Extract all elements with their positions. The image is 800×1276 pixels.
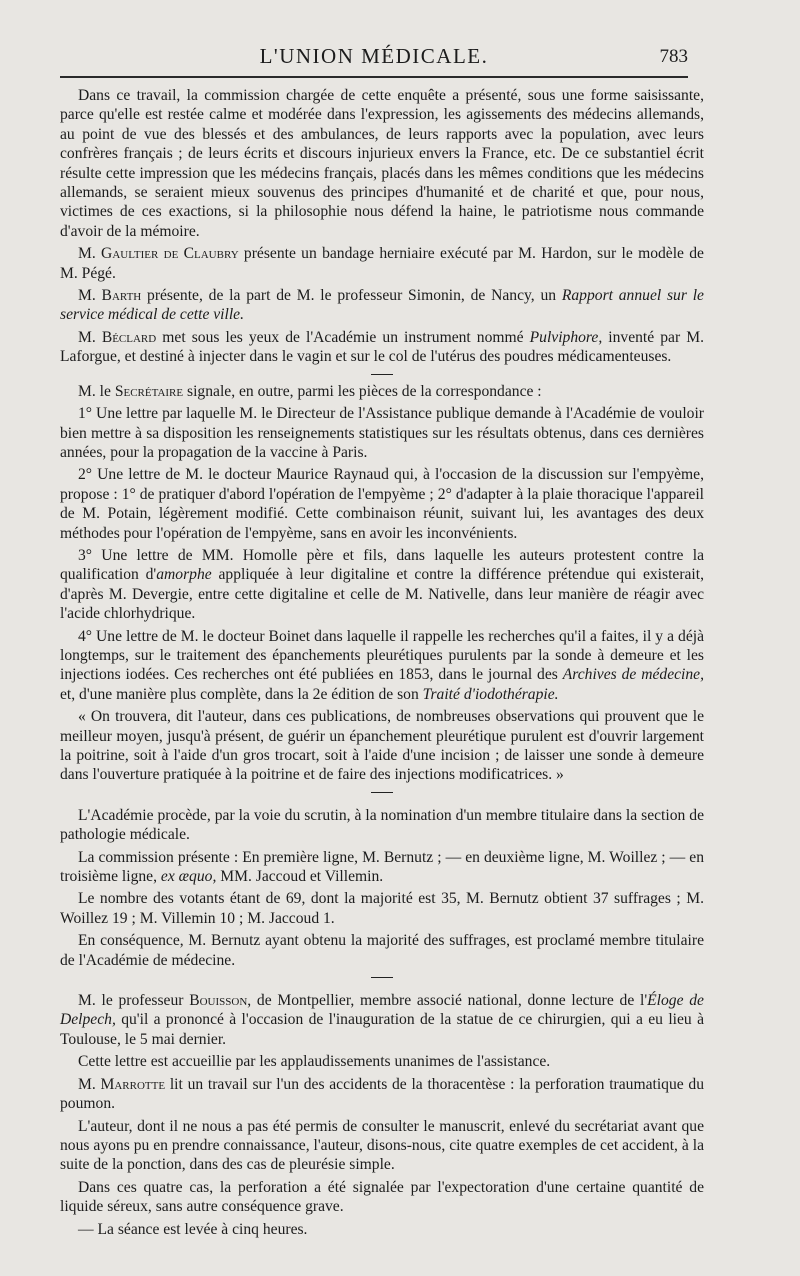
paragraph: Dans ces quatre cas, la perforation a été signalée par l'expectoration d'une certaine quantité de liquide séreux, sans autre conséquence grave. bbox=[60, 1178, 704, 1216]
list-item: 1° Une lettre par laquelle M. le Directeur de l'Assistance publique demande à l'Académie de vouloir bien mettre à sa disposition les renseignements statistiques sur les résultats obtenus, dans ces dernières années, pour la propagation de la vaccine à Paris. bbox=[60, 405, 704, 461]
article-body bbox=[60, 86, 704, 1242]
section-separator bbox=[60, 788, 704, 804]
page-header bbox=[60, 40, 688, 78]
paragraph: L'Académie procède, par la voie du scrutin, à la nomination d'un membre titulaire dans la section de pathologie médicale. bbox=[60, 806, 704, 844]
quotation: « On trouvera, dit l'auteur, dans ces publications, de nombreuses observations qui prouvent que le meilleur moyen, jusqu'à présent, de guérir un épanchement pleurétique purulent est d'ouvrir largement la poitrine, soit à l'aide d'un gros trocart, soit à l'aide d'une incision ; de laisser une sonde à demeure dans l'ouverture pratiquée à la poitrine et de faire des injections modificatrices. » bbox=[60, 708, 704, 784]
paragraph: M. Barth présente, de la part de M. le professeur Simonin, de Nancy, un Rapport annuel sur le service médical de cette ville. bbox=[60, 287, 704, 324]
person-name: Bouisson bbox=[189, 992, 248, 1010]
paragraph: L'auteur, dont il ne nous a pas été permis de consulter le manuscrit, enlevé du secrétariat avant que nous ayons pu en prendre connaissance, l'auteur, disons-nous, cite quatre exemples de cet accident, à la suite de la ponction, dans des cas de pleurésie simple. bbox=[60, 1117, 704, 1174]
paragraph: Dans ce travail, la commission chargée de cette enquête a présenté, sous une forme saisissante, parce qu'elle est restée calme et modérée dans l'expression, les agissements des médecins allemands, au point de vue des blessés et des ambulances, de leurs rapports avec la population, avec leurs confrères français ; de leurs écrits et discours injurieux envers la France, etc. De ce substantiel écrit résulte cette impression que les médecins français, placés dans les mêmes conditions que les médecins allemands, se seraient mieux souvenus des principes d'humanité et de charité et que, pour nous, victimes de ces exactions, si la philosophie nous défend la haine, le patriotisme nous commande d'avoir de la mémoire. bbox=[60, 87, 704, 240]
paragraph: M. le Secrétaire signale, en outre, parmi les pièces de la correspondance : bbox=[78, 382, 542, 400]
closing-line: — La séance est levée à cinq heures. bbox=[78, 1220, 308, 1238]
person-name: M. Gaultier de Claubry bbox=[78, 245, 239, 263]
list-item: 3° Une lettre de MM. Homolle père et fils, dans laquelle les auteurs protestent contre la qualification d'amorphe appliquée à leur digitaline et contre la différence prétendue qui existerait, d'après M. Devergie, entre cette digitaline et celle de M. Nativelle, dans leur manière de réagir avec l'acide chlorhydrique. bbox=[60, 546, 705, 623]
person-name: M. Marrotte bbox=[78, 1075, 166, 1093]
list-item: 2° Une lettre de M. le docteur Maurice Raynaud qui, à l'occasion de la discussion sur l'empyème, propose : 1° de pratiquer d'abord l'opération de l'empyème ; 2° d'adapter à la plaie thoracique l'appareil de M. Potain, légèrement modifié. Cette combinaison réunit, suivant lui, les avantages des deux méthodes pour l'opération de l'empyème, sans en avoir les inconvénients. bbox=[60, 466, 704, 542]
paragraph: M. Gaultier de Claubry présente un bandage herniaire exécuté par M. Hardon, sur le modèle de M. Pégé. bbox=[60, 245, 704, 282]
role-name: Secrétaire bbox=[114, 382, 184, 400]
section-separator bbox=[60, 973, 704, 989]
paragraph: Cette lettre est accueillie par les applaudissements unanimes de l'assistance. bbox=[78, 1053, 551, 1071]
paragraph: M. Béclard met sous les yeux de l'Académie un instrument nommé Pulviphore, inventé par M. Laforgue, et destiné à injecter dans le vagin et sur le col de l'utérus des poudres médicamenteuses. bbox=[60, 328, 704, 366]
paragraph: M. le professeur Bouisson, de Montpellier, membre associé national, donne lecture de l'Éloge de Delpech, qu'il a prononcé à l'occasion de l'inauguration de la statue de ce chirurgien, qui a eu lieu à Toulouse, le 5 mai dernier. bbox=[60, 992, 704, 1048]
person-name: M. Béclard bbox=[78, 328, 157, 346]
paragraph: Le nombre des votants étant de 69, dont la majorité est 35, M. Bernutz obtient 37 suffrages ; M. Woillez 19 ; M. Villemin 10 ; M. Jaccoud 1. bbox=[60, 890, 704, 927]
list-item: 4° Une lettre de M. le docteur Boinet dans laquelle il rappelle les recherches qu'il a faites, il y a déjà longtemps, sur le traitement des épanchements pleurétiques purulents par la sonde à demeure et les injections iodées. Ces recherches ont été publiées en 1853, dans le journal des Archives de médecine, et, d'une manière plus complète, dans la 2e édition de son Traité d'iodothérapie. bbox=[60, 627, 704, 703]
paragraph: La commission présente : En première ligne, M. Bernutz ; — en deuxième ligne, M. Woillez ; — en troisième ligne, ex æquo, MM. Jaccoud et Villemin. bbox=[60, 848, 704, 886]
person-name: M. Barth bbox=[78, 287, 142, 305]
journal-title: L'UNION MÉDICALE. bbox=[259, 44, 489, 68]
paragraph: En conséquence, M. Bernutz ayant obtenu la majorité des suffrages, est proclamé membre titulaire de l'Académie de médecine. bbox=[60, 932, 704, 969]
section-separator bbox=[60, 370, 704, 380]
paragraph: M. Marrotte lit un travail sur l'un des accidents de la thoracentèse : la perforation traumatique du poumon. bbox=[60, 1075, 705, 1113]
page-number: 783 bbox=[659, 46, 688, 67]
